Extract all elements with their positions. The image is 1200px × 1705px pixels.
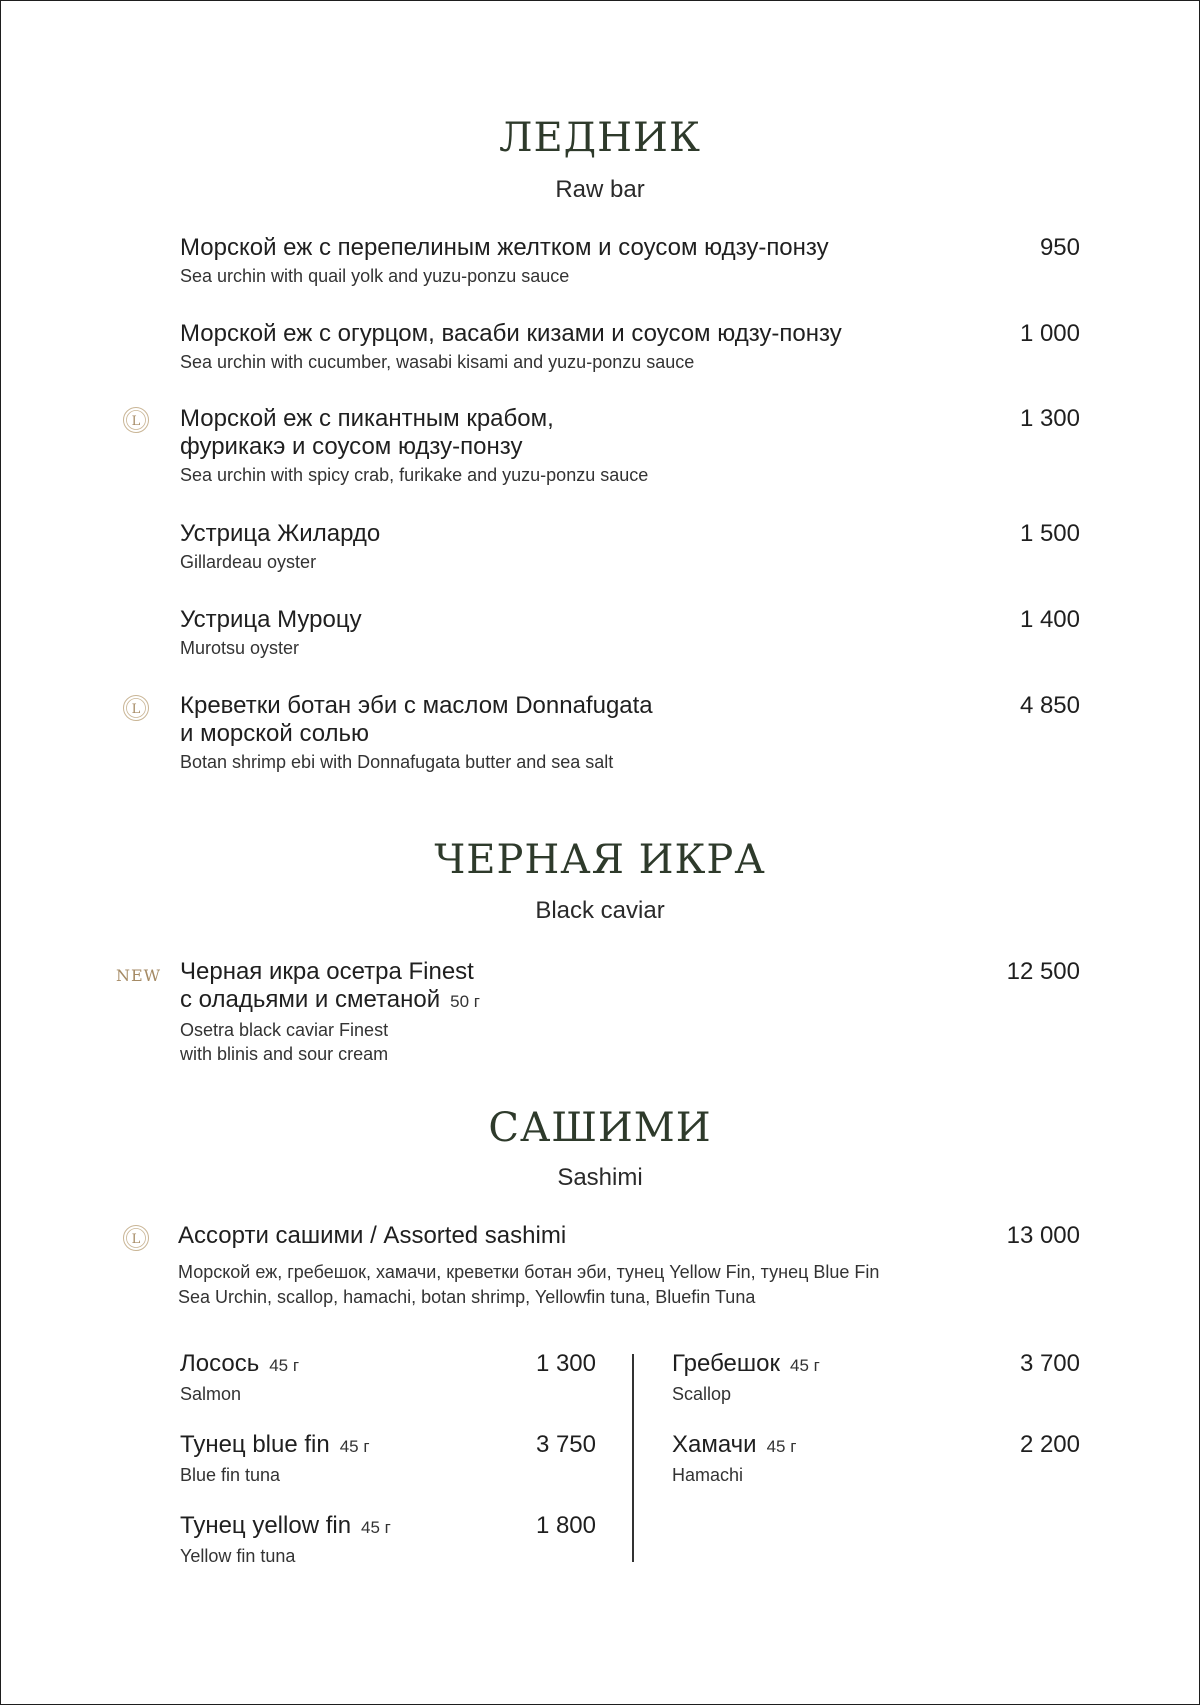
item-translation: Gillardeau oyster (180, 552, 317, 572)
item-name: Морской еж с перепелиным желтком и соусом юдзу-понзу (180, 234, 829, 261)
new-badge: NEW (116, 966, 162, 985)
item-translation: Hamachi (672, 1465, 744, 1485)
item-translation: Blue fin tuna (180, 1465, 281, 1485)
item-price: 13 000 (1006, 1222, 1080, 1249)
item-name (672, 1350, 1080, 1380)
item-price: 1 800 (535, 1512, 596, 1539)
menu-item (180, 405, 1080, 487)
item-translation: Sea urchin with spicy crab, furikake and yuzu-ponzu sauce (180, 465, 649, 485)
item-translation: Scallop (672, 1384, 732, 1404)
menu-item (180, 1350, 596, 1406)
item-price: 1 000 (1019, 320, 1080, 347)
menu-item (180, 234, 1080, 288)
item-price: 4 850 (1019, 692, 1080, 719)
item-name-line-2: и морской солью (180, 720, 370, 747)
assorted-description-en: Sea Urchin, scallop, hamachi, botan shrimp, Yellowfin tuna, Bluefin Tuna (178, 1287, 756, 1307)
item-weight: 45 г (361, 1518, 391, 1537)
section-title-caviar: ЧЕРНАЯ ИКРА (434, 837, 766, 883)
section-subtitle-sashimi: Sashimi (557, 1164, 643, 1191)
item-translation: Sea urchin with quail yolk and yuzu-ponzu sauce (180, 266, 570, 286)
item-translation-line-2: with blinis and sour cream (180, 1044, 389, 1064)
menu-item (672, 1431, 1080, 1487)
item-translation: Botan shrimp ebi with Donnafugata butter and sea salt (180, 752, 614, 772)
section-title-sashimi: САШИМИ (488, 1105, 712, 1151)
item-name (180, 1431, 596, 1461)
item-price: 3 700 (1019, 1350, 1080, 1377)
item-translation: Yellow fin tuna (180, 1546, 296, 1566)
item-weight: 45 г (339, 1437, 370, 1456)
item-weight: 45 г (790, 1356, 820, 1375)
svg-text:L: L (131, 702, 141, 717)
item-name-text: с оладьями и сметаной (180, 986, 441, 1013)
item-translation: Murotsu oyster (180, 638, 300, 658)
item-translation-line-1: Osetra black caviar Finest (180, 1020, 389, 1040)
item-name: Морской еж с огурцом, васаби кизами и соусом юдзу-понзу (180, 320, 842, 347)
item-translation: Sea urchin with cucumber, wasabi kisami and yuzu-ponzu sauce (180, 352, 695, 372)
item-translation: Salmon (180, 1384, 242, 1404)
menu-item (180, 606, 1080, 660)
item-price: 12 500 (1006, 958, 1080, 985)
item-name: Устрица Жилардо (180, 520, 381, 547)
item-price: 1 500 (1019, 520, 1080, 547)
menu-item (672, 1350, 1080, 1406)
menu-item (180, 1431, 596, 1487)
item-name-text: Хамачи (672, 1431, 757, 1458)
item-price: 2 200 (1019, 1431, 1080, 1458)
item-weight: 45 г (269, 1356, 300, 1375)
section-subtitle-caviar: Black caviar (535, 897, 665, 924)
item-name (672, 1431, 1080, 1461)
menu-item-assorted (178, 1222, 1080, 1250)
item-price: 3 750 (535, 1431, 596, 1458)
item-name-line-1: Морской еж с пикантным крабом, (180, 405, 554, 432)
l-monogram-icon (122, 694, 150, 722)
item-name-line-1: Черная икра осетра Finest (180, 958, 474, 985)
item-name-text: Тунец yellow fin (180, 1512, 352, 1539)
menu-item (180, 320, 1080, 374)
menu-item (180, 958, 1080, 1066)
item-name: Устрица Муроцу (180, 606, 362, 633)
l-monogram-icon (122, 406, 150, 434)
assorted-description-ru: Морской еж, гребешок, хамачи, креветки ботан эби, тунец Yellow Fin, тунец Blue Fin (178, 1262, 880, 1282)
item-weight: 50 г (450, 992, 480, 1011)
svg-text:L: L (131, 414, 141, 429)
item-name: Ассорти сашими / Assorted sashimi (178, 1222, 567, 1249)
menu-item (180, 692, 1080, 774)
item-name-text: Лосось (180, 1350, 260, 1377)
item-weight: 45 г (766, 1437, 797, 1456)
item-name (180, 1512, 596, 1542)
menu-item (180, 520, 1080, 574)
item-price: 1 300 (1019, 405, 1080, 432)
column-divider (632, 1354, 634, 1562)
item-name-text: Гребешок (672, 1350, 780, 1377)
assorted-description (178, 1260, 1078, 1310)
section-title-raw-bar: ЛЕДНИК (499, 115, 701, 161)
item-name (180, 1350, 596, 1380)
item-price: 950 (1039, 234, 1080, 261)
item-name-line-2 (180, 986, 1080, 1016)
section-subtitle-raw-bar: Raw bar (555, 176, 645, 203)
item-name-line-1: Креветки ботан эби с маслом Donnafugata (180, 692, 653, 719)
item-name-text: Тунец blue fin (180, 1431, 330, 1458)
menu-item (180, 1512, 596, 1568)
item-price: 1 300 (535, 1350, 596, 1377)
l-monogram-icon (122, 1224, 150, 1252)
item-name-line-2: фурикакэ и соусом юдзу-понзу (180, 433, 523, 460)
svg-text:L: L (131, 1232, 141, 1247)
item-price: 1 400 (1019, 606, 1080, 633)
